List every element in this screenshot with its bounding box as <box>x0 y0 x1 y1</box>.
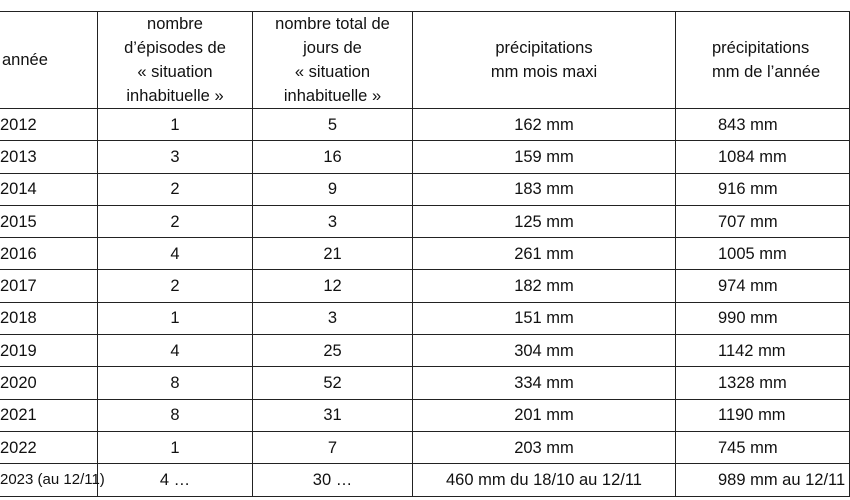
cell-days: 21 <box>253 238 413 270</box>
cell-max-month: 159 mm <box>413 141 676 173</box>
cell-episodes: 1 <box>98 431 253 463</box>
cell-days: 7 <box>253 431 413 463</box>
cell-annual: 989 mm au 12/11 <box>676 464 850 496</box>
cell-episodes: 3 <box>98 141 253 173</box>
cell-year: 2014 <box>0 173 98 205</box>
cell-annual: 916 mm <box>676 173 850 205</box>
cell-episodes: 2 <box>98 205 253 237</box>
cell-days: 16 <box>253 141 413 173</box>
cell-days: 12 <box>253 270 413 302</box>
header-annual: précipitations mm de l’année <box>676 12 850 109</box>
table-row-last <box>0 464 850 496</box>
cell-annual: 1142 mm <box>676 335 850 367</box>
table-row <box>0 141 850 173</box>
cell-max-month: 162 mm <box>413 109 676 141</box>
cell-annual: 1084 mm <box>676 141 850 173</box>
table-row <box>0 302 850 334</box>
cell-days: 3 <box>253 302 413 334</box>
table-row <box>0 367 850 399</box>
cell-episodes: 2 <box>98 270 253 302</box>
cell-annual: 974 mm <box>676 270 850 302</box>
table-row <box>0 270 850 302</box>
cell-year: 2019 <box>0 335 98 367</box>
cell-year: 2017 <box>0 270 98 302</box>
cell-episodes: 8 <box>98 399 253 431</box>
cell-year: 2013 <box>0 141 98 173</box>
cell-days: 9 <box>253 173 413 205</box>
cell-episodes: 4 … <box>98 464 253 496</box>
cell-days: 3 <box>253 205 413 237</box>
table-row <box>0 399 850 431</box>
cell-max-month: 183 mm <box>413 173 676 205</box>
table-row <box>0 109 850 141</box>
header-days: nombre total de jours de « situation inhabituelle » <box>253 12 413 109</box>
table-row <box>0 173 850 205</box>
cell-annual: 843 mm <box>676 109 850 141</box>
cell-annual: 1328 mm <box>676 367 850 399</box>
cell-annual: 990 mm <box>676 302 850 334</box>
header-row <box>0 12 850 109</box>
table-body <box>0 109 850 497</box>
cell-year: 2012 <box>0 109 98 141</box>
header-year: année <box>0 12 98 109</box>
table-row <box>0 335 850 367</box>
cell-annual: 707 mm <box>676 205 850 237</box>
precipitation-table <box>0 11 850 497</box>
cell-max-month: 201 mm <box>413 399 676 431</box>
table-row <box>0 238 850 270</box>
cell-episodes: 1 <box>98 109 253 141</box>
cell-max-month: 261 mm <box>413 238 676 270</box>
cell-max-month: 182 mm <box>413 270 676 302</box>
cell-days: 31 <box>253 399 413 431</box>
cell-episodes: 8 <box>98 367 253 399</box>
cell-episodes: 4 <box>98 335 253 367</box>
cell-max-month: 203 mm <box>413 431 676 463</box>
header-max-month: précipitations mm mois maxi <box>413 12 676 109</box>
cell-annual: 745 mm <box>676 431 850 463</box>
cell-annual: 1190 mm <box>676 399 850 431</box>
cell-days: 5 <box>253 109 413 141</box>
cell-max-month: 460 mm du 18/10 au 12/11 <box>413 464 676 496</box>
cell-episodes: 4 <box>98 238 253 270</box>
cell-days: 30 … <box>253 464 413 496</box>
cell-year: 2018 <box>0 302 98 334</box>
table-row <box>0 431 850 463</box>
cell-annual: 1005 mm <box>676 238 850 270</box>
cell-year: 2021 <box>0 399 98 431</box>
cell-year: 2022 <box>0 431 98 463</box>
cell-max-month: 125 mm <box>413 205 676 237</box>
table-row <box>0 205 850 237</box>
cell-year: 2023 (au 12/11) <box>0 464 98 496</box>
cell-episodes: 1 <box>98 302 253 334</box>
cell-max-month: 151 mm <box>413 302 676 334</box>
cell-days: 25 <box>253 335 413 367</box>
cell-year: 2015 <box>0 205 98 237</box>
cell-max-month: 304 mm <box>413 335 676 367</box>
cell-episodes: 2 <box>98 173 253 205</box>
cell-max-month: 334 mm <box>413 367 676 399</box>
cell-year: 2016 <box>0 238 98 270</box>
header-episodes: nombre d’épisodes de « situation inhabituelle » <box>98 12 253 109</box>
cell-year: 2020 <box>0 367 98 399</box>
cell-days: 52 <box>253 367 413 399</box>
